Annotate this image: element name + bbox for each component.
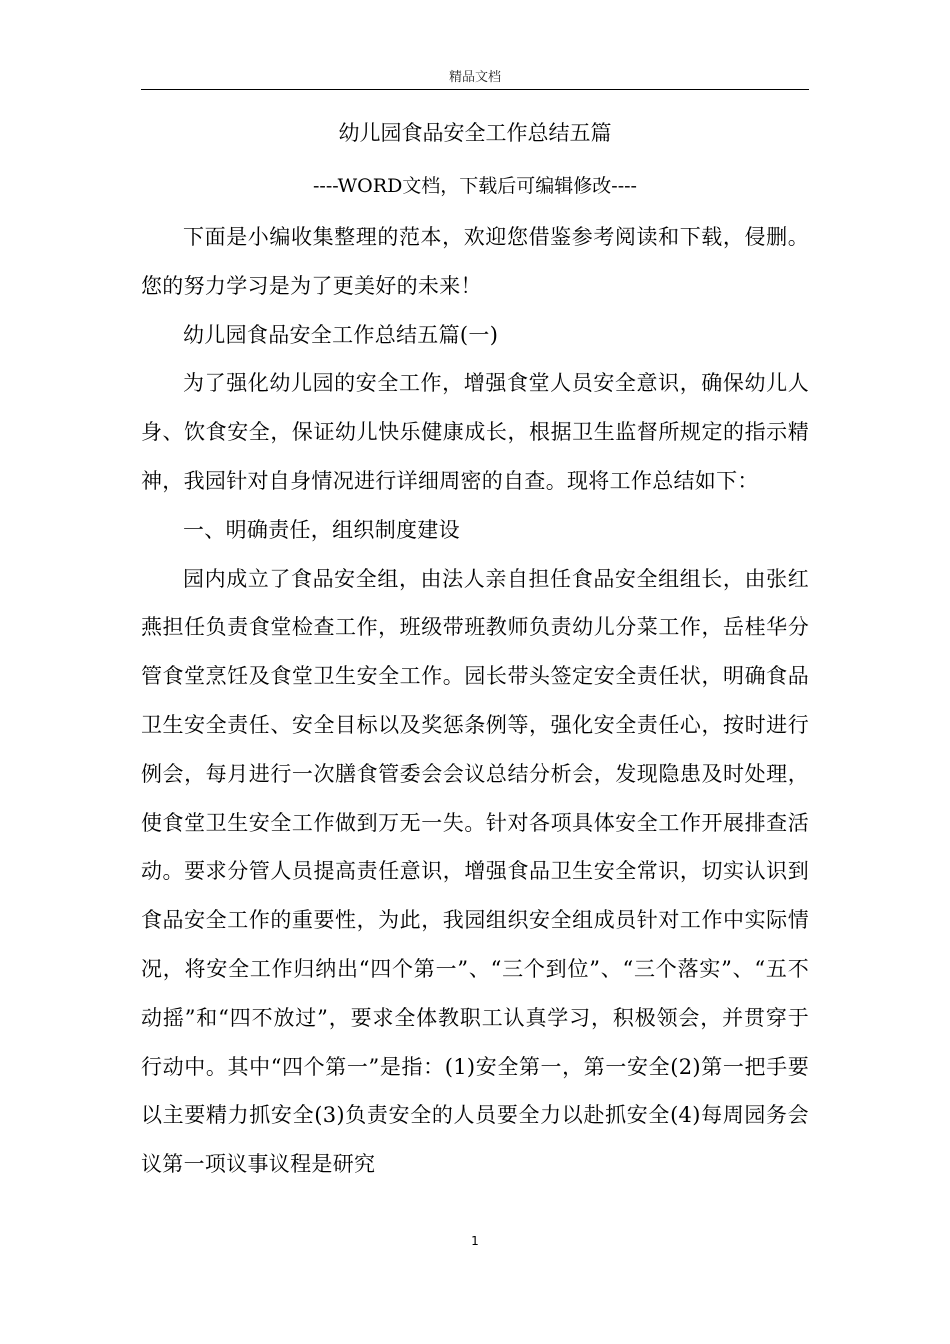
- intro-paragraph: 下面是小编收集整理的范本，欢迎您借鉴参考阅读和下载，侵删。您的努力学习是为了更美好的未来！: [141, 225, 809, 298]
- subsection-heading: 一、明确责任，组织制度建设: [183, 517, 460, 542]
- document-body: [141, 213, 809, 1189]
- header-divider: [141, 89, 809, 90]
- page-header-text: 精品文档: [448, 70, 501, 85]
- page-number: 1: [471, 1234, 479, 1248]
- document-subtitle: ----WORD文档，下载后可编辑修改----: [313, 175, 637, 197]
- section-heading: 幼儿园食品安全工作总结五篇(一): [183, 322, 499, 347]
- body-paragraph: 为了强化幼儿园的安全工作，增强食堂人员安全意识，确保幼儿人身、饮食安全，保证幼儿快乐健康成长，根据卫生监督所规定的指示精神，我园针对自身情况进行详细周密的自查。现将工作总结如下：: [141, 371, 809, 493]
- body-paragraph: 园内成立了食品安全组，由法人亲自担任食品安全组组长，由张红燕担任负责食堂检查工作，班级带班教师负责幼儿分菜工作，岳桂华分管食堂烹饪及食堂卫生安全工作。园长带头签定安全责任状，明确食品卫生安全责任、安全目标以及奖惩条例等，强化安全责任心，按时进行例会，每月进行一次膳食管委会会议总结分析会，发现隐患及时处理，使食堂卫生安全工作做到万无一失。针对各项具体安全工作开展排查活动。要求分管人员提高责任意识，增强食品卫生安全常识，切实认识到食品安全工作的重要性，为此，我园组织安全组成员针对工作中实际情况，将安全工作归纳出“四个第一”、“三个到位”、“三个落实”、“五不动摇”和“四不放过”，要求全体教职工认真学习，积极领会，并贯穿于行动中。其中“四个第一”是指：(1)安全第一，第一安全(2)第一把手要以主要精力抓安全(3)负责安全的人员要全力以赴抓安全(4)每周园务会议第一项议事议程是研究: [141, 566, 809, 1177]
- document-title: 幼儿园食品安全工作总结五篇: [338, 121, 612, 145]
